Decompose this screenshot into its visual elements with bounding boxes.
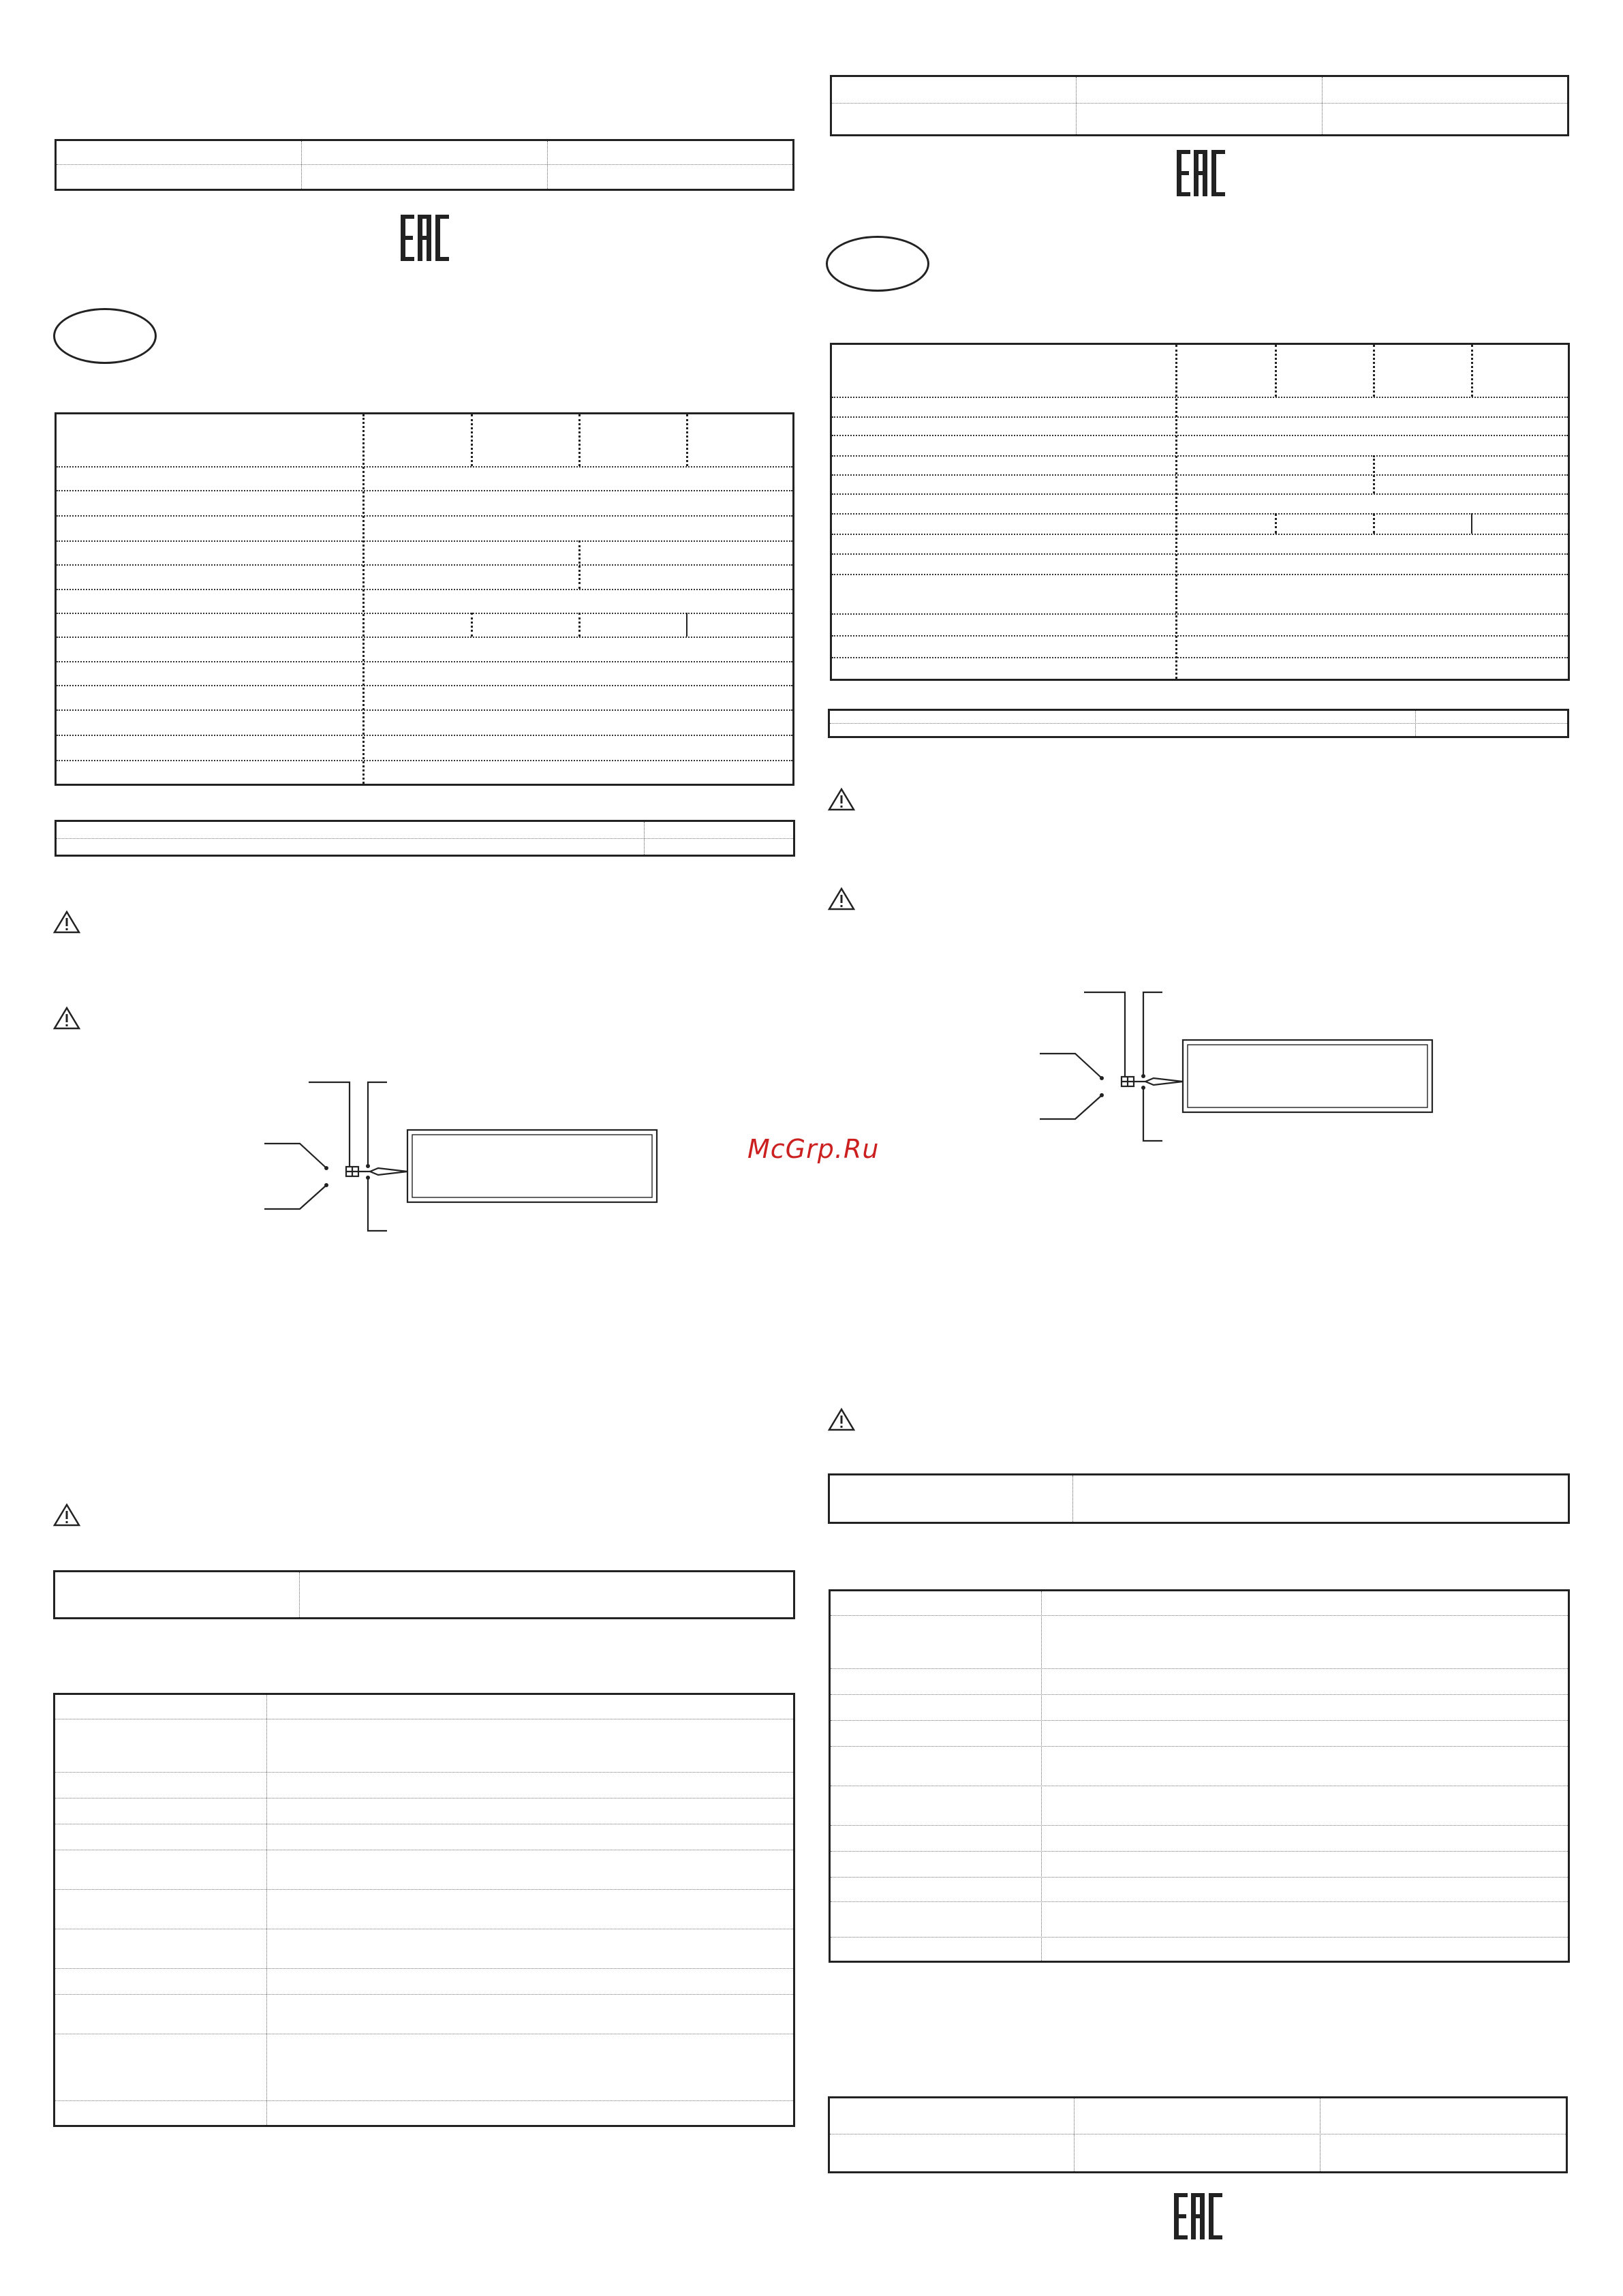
right-info-box-col bbox=[1072, 1475, 1073, 1522]
warning-triangle-icon bbox=[828, 887, 855, 910]
right-details-col bbox=[1041, 1591, 1042, 1961]
right-details-row bbox=[831, 1825, 1568, 1826]
left-spec-row bbox=[57, 613, 792, 614]
right-details-row bbox=[831, 1937, 1568, 1938]
left-details-row bbox=[55, 1772, 793, 1773]
left-details-table bbox=[53, 1693, 795, 2127]
right-details-row bbox=[831, 1615, 1568, 1616]
right-spec-row bbox=[832, 534, 1568, 535]
left-spec-split-c bbox=[686, 613, 687, 637]
right-spec-split-a bbox=[1275, 513, 1277, 534]
right-details-row bbox=[831, 1720, 1568, 1721]
left-spec-head-col3 bbox=[578, 414, 581, 466]
warning-triangle-icon bbox=[53, 1503, 80, 1527]
right-spec-row bbox=[832, 474, 1568, 476]
right-spec-row bbox=[832, 635, 1568, 637]
left-spec-row bbox=[57, 515, 792, 517]
right-spec-row bbox=[832, 493, 1568, 495]
left-details-col bbox=[266, 1695, 267, 2125]
right-details-row bbox=[831, 1694, 1568, 1695]
left-spec-row bbox=[57, 735, 792, 736]
wiring-diagram-right bbox=[1034, 987, 1443, 1144]
right-footer-table-col1 bbox=[1074, 2098, 1075, 2171]
left-spec-row bbox=[57, 564, 792, 566]
left-spec-head-col4 bbox=[686, 414, 688, 466]
right-spec-head-col4 bbox=[1471, 345, 1473, 397]
right-spec-split-c bbox=[1471, 513, 1472, 534]
right-details-row bbox=[831, 1668, 1568, 1669]
right-small-table-col bbox=[1415, 711, 1416, 736]
right-header-table-divider bbox=[832, 103, 1567, 104]
left-spec-split-a bbox=[471, 613, 473, 637]
left-info-box-col bbox=[299, 1572, 300, 1617]
right-details-row bbox=[831, 1746, 1568, 1747]
right-small-table-divider bbox=[830, 723, 1567, 724]
warning-triangle-icon bbox=[53, 1007, 80, 1030]
right-spec-row bbox=[832, 613, 1568, 615]
eac-mark-right-bottom bbox=[1174, 2193, 1223, 2239]
left-spec-row bbox=[57, 685, 792, 686]
left-header-table-col1 bbox=[301, 141, 302, 189]
right-spec-table-col-divider bbox=[1175, 345, 1177, 679]
language-badge-right bbox=[826, 236, 929, 292]
right-header-table-col1 bbox=[1076, 77, 1077, 134]
left-info-box bbox=[53, 1570, 795, 1619]
watermark: McGrp.Ru bbox=[747, 1134, 880, 1164]
left-details-row bbox=[55, 1968, 793, 1969]
eac-mark-left bbox=[401, 215, 450, 261]
right-details-row bbox=[831, 1851, 1568, 1852]
right-spec-table bbox=[830, 343, 1570, 681]
warning-triangle-icon bbox=[828, 1408, 855, 1431]
right-footer-table bbox=[828, 2096, 1568, 2173]
left-spec-table-col-divider bbox=[362, 414, 365, 784]
right-spec-row bbox=[832, 657, 1568, 658]
eac-mark-right-top bbox=[1177, 150, 1226, 196]
left-spec-row bbox=[57, 466, 792, 468]
right-spec-row bbox=[832, 574, 1568, 575]
left-spec-row bbox=[57, 589, 792, 590]
left-header-table bbox=[55, 139, 794, 191]
left-spec-head-col2 bbox=[471, 414, 473, 466]
left-spec-table bbox=[55, 412, 794, 786]
right-details-row bbox=[831, 1877, 1568, 1878]
right-details-table bbox=[829, 1589, 1570, 1963]
right-spec-head-col2 bbox=[1275, 345, 1277, 397]
right-header-table-col2 bbox=[1322, 77, 1323, 134]
right-spec-row bbox=[832, 455, 1568, 457]
right-spec-row bbox=[832, 513, 1568, 515]
right-details-row bbox=[831, 1901, 1568, 1902]
left-spec-row bbox=[57, 760, 792, 761]
right-spec-split-b bbox=[1373, 513, 1375, 534]
left-spec-row bbox=[57, 540, 792, 542]
right-spec-row bbox=[832, 397, 1568, 398]
left-spec-row bbox=[57, 490, 792, 491]
left-spec-row bbox=[57, 661, 792, 662]
left-details-row bbox=[55, 1994, 793, 1995]
left-details-row bbox=[55, 1889, 793, 1890]
warning-triangle-icon bbox=[53, 910, 80, 934]
right-header-table bbox=[830, 75, 1569, 136]
left-header-table-divider bbox=[57, 164, 792, 165]
right-spec-row bbox=[832, 416, 1568, 418]
left-spec-row bbox=[57, 637, 792, 638]
right-info-box bbox=[828, 1473, 1570, 1524]
left-header-table-col2 bbox=[547, 141, 548, 189]
left-small-table-col bbox=[644, 822, 645, 855]
right-spec-row bbox=[832, 435, 1568, 436]
wiring-diagram-left bbox=[259, 1077, 668, 1234]
left-spec-row bbox=[57, 709, 792, 711]
right-spec-head-col3 bbox=[1373, 345, 1375, 397]
language-badge-left bbox=[53, 308, 157, 364]
left-spec-split-b bbox=[578, 613, 581, 637]
left-small-table-divider bbox=[57, 838, 793, 839]
right-spec-row bbox=[832, 553, 1568, 555]
warning-triangle-icon bbox=[828, 788, 855, 811]
left-details-row bbox=[55, 2100, 793, 2101]
